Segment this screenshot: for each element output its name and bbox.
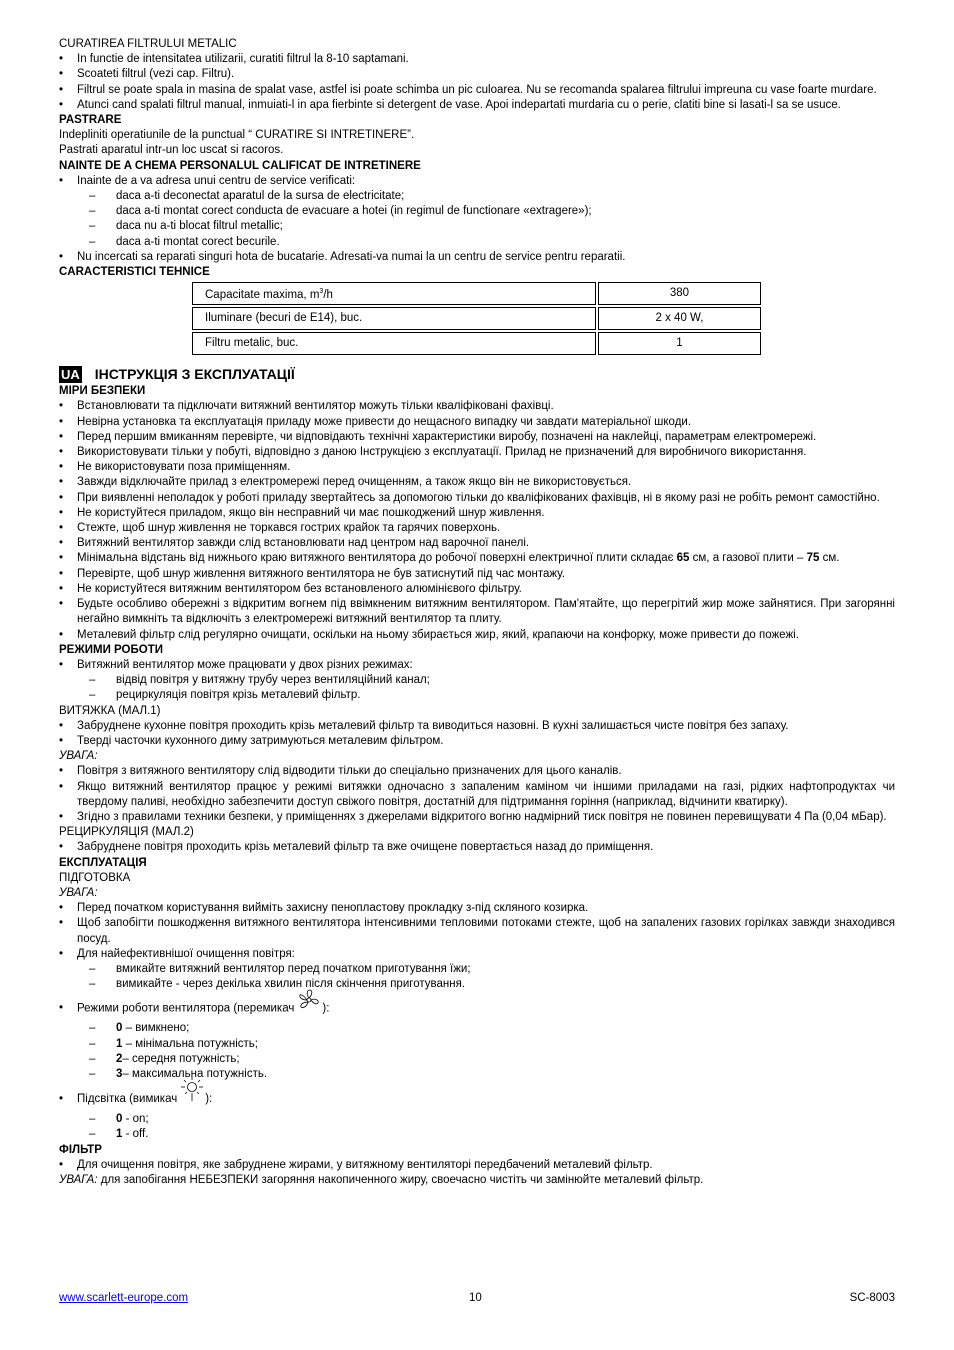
table-cell-label bbox=[192, 282, 596, 305]
spec-label: Capacitate maxima, m bbox=[205, 289, 320, 302]
list-item: • Металевий фільтр слід регулярно очищати, оскільки на ньому збирається жир, який, крапаючи на конфорку, може привести до пожежі. bbox=[59, 628, 895, 643]
table-cell-value: 1 bbox=[598, 332, 761, 355]
list-item: • Будьте особливо обережні з відкритим вогнем під ввімкненим витяжним вентилятором. Пам'ятайте, що перегрітий жир може зайнятися. При загорянні негайно вимкніть та відключіть з електромережі витяжний вентилятор та плиту. bbox=[59, 597, 895, 627]
fan-list bbox=[59, 996, 895, 1082]
document-page bbox=[59, 37, 895, 1188]
recirc-title: РЕЦИРКУЛЯЦІЯ (МАЛ.2) bbox=[59, 826, 194, 839]
list-item: – daca a-ti deconectat aparatul de la sursa de electricitate; bbox=[59, 189, 895, 204]
attention-label: УВАГА: bbox=[59, 750, 98, 763]
mode-text: – максимальна потужність. bbox=[122, 1067, 268, 1080]
light-list bbox=[59, 1086, 895, 1142]
service-title: NAINTE DE A CHEMA PERSONALUL CALIFICAT DE INTRETINERE bbox=[59, 159, 421, 172]
mode-number: 0 bbox=[116, 1022, 123, 1035]
fan-intro-end: ): bbox=[322, 1002, 330, 1015]
mode-text: – мінімальна потужність; bbox=[122, 1037, 258, 1050]
list-item: • In functie de intensitatea utilizarii, curatiti filtrul la 8-10 saptamani. bbox=[59, 52, 895, 67]
fan-icon bbox=[296, 988, 322, 1021]
ua-header bbox=[59, 366, 895, 383]
light-intro-end: ): bbox=[205, 1093, 213, 1106]
attention-list bbox=[59, 764, 895, 825]
table-row bbox=[192, 307, 761, 330]
service-checks bbox=[59, 189, 895, 250]
list-item bbox=[59, 1112, 895, 1127]
table-row bbox=[192, 282, 761, 305]
mode-text: – вимкнено; bbox=[122, 1022, 190, 1035]
exhaust-title: ВИТЯЖКА (МАЛ.1) bbox=[59, 704, 161, 717]
recirc-list bbox=[59, 840, 895, 855]
attention-label: УВАГА: bbox=[59, 886, 98, 899]
list-item: • Не використовувати поза приміщенням. bbox=[59, 460, 895, 475]
model-number: SC-8003 bbox=[849, 1292, 895, 1304]
list-item: • Повітря з витяжного вентилятору слід відводити тільки до спеціально призначених для цього каналів. bbox=[59, 764, 895, 779]
list-item: • Inainte de a va adresa unui centru de service verificati: bbox=[59, 174, 895, 189]
list-item: • Використовувати тільки у побуті, відповідно з даною Інструкцією з експлуатації. Прилад не призначений для виробничого використання. bbox=[59, 445, 895, 460]
cleaning-list bbox=[59, 52, 895, 113]
light-intro: Підсвітка (вимикач bbox=[77, 1093, 178, 1106]
list-item bbox=[59, 1052, 895, 1067]
list-item: • Витяжний вентилятор завжди слід встановлювати над центром над варочної панелі. bbox=[59, 536, 895, 551]
language-badge: UA bbox=[61, 367, 80, 383]
list-item: • Перед першим вмиканням перевірте, чи відповідають технічні характеристики виробу, позначені на наклейці, параметрам електромережі. bbox=[59, 430, 895, 445]
storage-line: Indepliniti operatiunile de la punctual “ CURATIRE SI INTRETINERE”. bbox=[59, 129, 415, 142]
list-item: • Завжди відключайте прилад з електромережі перед очищенням, а також якщо він не використовується. bbox=[59, 475, 895, 490]
table-row bbox=[192, 332, 761, 355]
specs-title: CARACTERISTICI TEHNICE bbox=[59, 266, 210, 279]
list-item-light bbox=[59, 1086, 895, 1112]
attention-label: УВАГА: bbox=[59, 1174, 98, 1187]
safety-list bbox=[59, 399, 895, 642]
safety-title: МІРИ БЕЗПЕКИ bbox=[59, 385, 146, 398]
list-item: • Filtrul se poate spala in masina de spalat vase, astfel isi poate schimba un pic culoarea. Nu se recomanda spalarea filtrului impreuna cu vase foarte murdare. bbox=[59, 83, 895, 98]
mode-number: 3 bbox=[116, 1067, 123, 1080]
list-item: • Не користуйтеся витяжним вентилятором без встановленого алюмінієвого фільтру. bbox=[59, 582, 895, 597]
mode-number: 1 bbox=[116, 1037, 123, 1050]
list-item: – рециркуляція повітря крізь металевий фільтр. bbox=[59, 688, 895, 703]
distance-gas: 75 bbox=[806, 552, 820, 565]
prep-title: ПІДГОТОВКА bbox=[59, 871, 131, 884]
list-item: • Стежте, щоб шнур живлення не торкався гострих крайок та гарячих поверхонь. bbox=[59, 521, 895, 536]
list-item: • Atunci cand spalati filtrul manual, inmuiati-l in apa fierbinte si detergent de vase. Apoi indepartati murdaria cu o perie, clatiti bine si lasati-l sa se usuce. bbox=[59, 98, 895, 113]
list-item-distance bbox=[59, 551, 895, 566]
website-link[interactable]: www.scarlett-europe.com bbox=[59, 1292, 189, 1304]
service-warning-list bbox=[59, 250, 895, 265]
mode-text: - off. bbox=[122, 1128, 149, 1141]
light-icon bbox=[179, 1076, 205, 1112]
list-item: • Якщо витяжний вентилятор працює у режимі витяжки одночасно з запаленим каміном чи іншими приладами на газі, рідких нафтопродуктах чи твердому паливі, необхідно забезпечити доступ свіжого повітря, достатній для підтримання горіння (наприклад, відчинити кватирку). bbox=[59, 780, 895, 810]
list-item: – відвід повітря у витяжну трубу через вентиляційний канал; bbox=[59, 673, 895, 688]
list-item: – daca a-ti montat corect becurile. bbox=[59, 235, 895, 250]
distance-text: Мінімальна відстань від нижнього краю витяжного вентилятора до робочої поверхні електричної плити складає bbox=[77, 552, 677, 565]
table-cell-value: 2 x 40 W, bbox=[598, 307, 761, 330]
list-item: • Невірна установка та експлуатація приладу може привести до нещасного випадку чи завдати матеріальної шкоди. bbox=[59, 415, 895, 430]
list-item: • Щоб запобігти пошкодження витяжного вентилятора інтенсивними тепловими потоками стежте, щоб на запалених газових горілках завжди знаходився посуд. bbox=[59, 916, 895, 946]
modes-title: РЕЖИМИ РОБОТИ bbox=[59, 643, 164, 656]
fan-intro: Режими роботи вентилятора (перемикач bbox=[77, 1002, 295, 1015]
list-item: • Забруднене повітря проходить крізь металевий фільтр та вже очищене повертається назад до приміщення. bbox=[59, 840, 895, 855]
list-item: – вмикайте витяжний вентилятор перед початком приготування їжи; bbox=[59, 962, 895, 977]
list-item: • Для очищення повітря, яке забруднене жирами, у витяжному вентиляторі передбачений металевий фільтр. bbox=[59, 1158, 895, 1173]
cleaning-title: CURATIREA FILTRULUI METALIC bbox=[59, 38, 237, 50]
list-item bbox=[59, 1037, 895, 1052]
storage-title: PASTRARE bbox=[59, 114, 122, 127]
list-item: • Не користуйтеся приладом, якщо він несправний чи має пошкоджений шнур живлення. bbox=[59, 506, 895, 521]
modes-list bbox=[59, 658, 895, 704]
list-item: • Для найефективнішої очищення повітря: bbox=[59, 947, 895, 962]
list-item: • Встановлювати та підключати витяжний вентилятор можуть тільки кваліфіковані фахівці. bbox=[59, 399, 895, 414]
list-item bbox=[59, 1127, 895, 1142]
mode-text: - on; bbox=[122, 1113, 149, 1126]
operation-title: ЕКСПЛУАТАЦІЯ bbox=[59, 856, 147, 869]
mode-number: 1 bbox=[116, 1128, 123, 1141]
table-cell-value: 380 bbox=[598, 282, 761, 305]
list-item: • Забруднене кухонне повітря проходить крізь металевий фільтр та виводиться назовні. В кухні залишається чисте повітря без запаху. bbox=[59, 719, 895, 734]
page-footer bbox=[59, 1292, 895, 1308]
spec-sup: 3 bbox=[319, 288, 324, 296]
list-item: • Nu incercati sa reparati singuri hota de bucatarie. Adresati-va numai la un centru de service pentru reparatii. bbox=[59, 250, 895, 265]
distance-text: см, а газової плити – bbox=[689, 552, 807, 565]
list-item: • Перед початком користування вийміть захисну пенопластову прокладку з-під скляного козирка. bbox=[59, 901, 895, 916]
list-item: • Згідно з правилами техники безпеки, у приміщеннях з джерелами відкритого вогню надмірний тиск повітря не повинен перевищувати 4 Па (0,04 мБар). bbox=[59, 810, 895, 825]
mode-number: 2 bbox=[116, 1052, 123, 1065]
prep-list bbox=[59, 901, 895, 992]
service-list bbox=[59, 174, 895, 189]
specs-table bbox=[190, 280, 763, 357]
list-item: • Scoateti filtrul (vezi cap. Filtru). bbox=[59, 67, 895, 82]
section-title: ІНСТРУКЦІЯ З ЕКСПЛУАТАЦІЇ bbox=[94, 366, 295, 383]
attention-text: для запобігання НЕБЕЗПЕКИ загоряння накопиченного жиру, своечасно чистіть чи замінюйте металевий фільтр. bbox=[97, 1174, 704, 1187]
mode-number: 0 bbox=[116, 1113, 123, 1126]
filter-list bbox=[59, 1158, 895, 1173]
distance-electric: 65 bbox=[676, 552, 690, 565]
list-item: – daca nu a-ti blocat filtrul metallic; bbox=[59, 219, 895, 234]
page-number: 10 bbox=[469, 1292, 482, 1304]
list-item: – daca a-ti montat corect conducta de evacuare a hotei (in regimul de functionare «extragere»); bbox=[59, 204, 895, 219]
list-item: – вимикайте - через декілька хвилин після скінчення приготування. bbox=[59, 977, 895, 992]
table-cell-label: Filtru metalic, buc. bbox=[192, 332, 596, 355]
distance-text: см. bbox=[819, 552, 840, 565]
filter-attention bbox=[59, 1173, 895, 1188]
exhaust-list bbox=[59, 719, 895, 749]
list-item: • При виявленні неполадок у роботі приладу звертайтесь за допомогою тільки до кваліфікованих фахівців, ні в якому разі не робіть ремонт самостійно. bbox=[59, 491, 895, 506]
filter-title: ФІЛЬТР bbox=[59, 1143, 102, 1156]
list-item: • Перевірте, щоб шнур живлення витяжного вентилятора не був затиснутий під час монтажу. bbox=[59, 567, 895, 582]
storage-line: Pastrati aparatul intr-un loc uscat si racoros. bbox=[59, 144, 284, 157]
table-cell-label: Iluminare (becuri de E14), buc. bbox=[192, 307, 596, 330]
spec-label-tail: /h bbox=[323, 289, 333, 302]
list-item: • Тверді часточки кухонного диму затримуються металевим фільтром. bbox=[59, 734, 895, 749]
list-item bbox=[59, 1021, 895, 1036]
list-item: • Витяжний вентилятор може працювати у двох різних режимах: bbox=[59, 658, 895, 673]
mode-text: – середня потужність; bbox=[122, 1052, 240, 1065]
list-item-fan bbox=[59, 996, 895, 1021]
